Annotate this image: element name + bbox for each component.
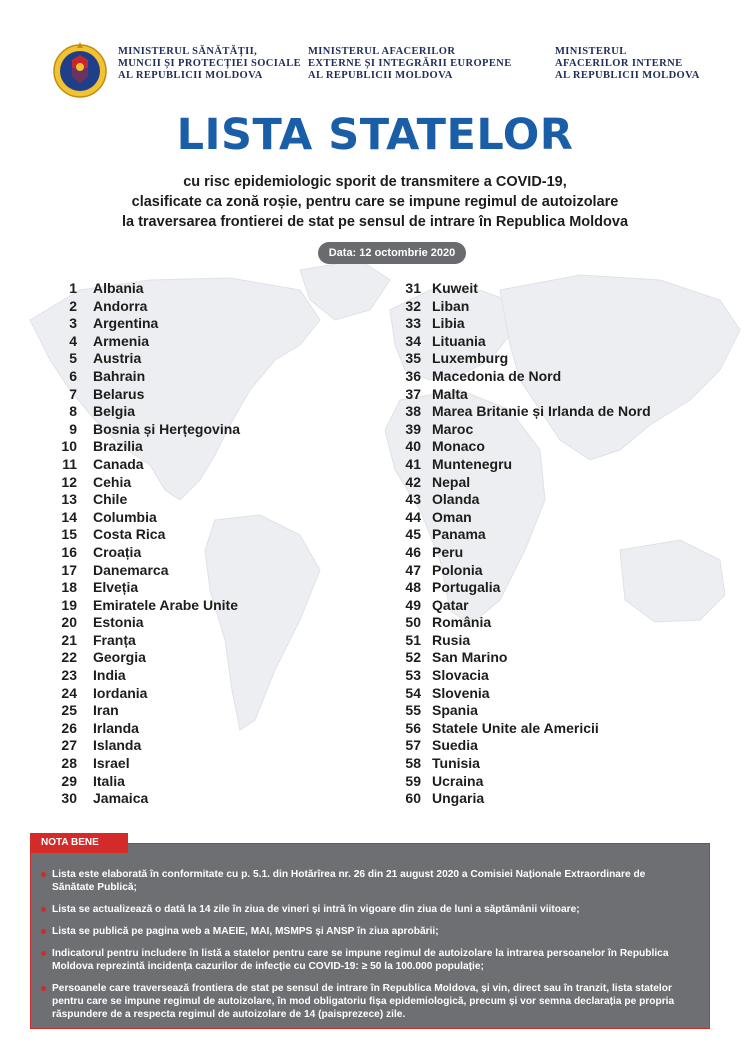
country-row	[394, 298, 724, 316]
country-name: Franța	[93, 631, 136, 648]
country-number: 3	[69, 315, 77, 332]
nota-bene-item	[40, 982, 690, 1021]
country-number: 29	[61, 772, 77, 789]
country-number: 47	[405, 561, 421, 578]
country-name: Elveția	[93, 579, 139, 596]
ministry-line: MINISTERUL SĂNĂTĂȚII,	[118, 46, 258, 57]
nota-bene-text: Lista se actualizează o dată la 14 zile în ziua de vineri și intră în vigoare din ziua de luni a săptămânii viitoare;	[52, 904, 580, 915]
country-row	[394, 773, 724, 791]
country-name: Nepal	[432, 473, 471, 490]
country-row	[50, 685, 350, 703]
country-name: Statele Unite ale Americii	[432, 719, 599, 736]
nota-bene-label: NOTA BENE	[30, 833, 128, 853]
ministries-header	[0, 34, 750, 104]
country-row	[50, 562, 350, 580]
country-number: 55	[405, 702, 421, 719]
country-number: 12	[61, 473, 77, 490]
country-name: Belgia	[93, 403, 136, 420]
country-name: Portugalia	[432, 579, 501, 596]
country-row	[394, 509, 724, 527]
country-row	[394, 614, 724, 632]
country-row	[50, 755, 350, 773]
country-name: Malta	[432, 385, 468, 402]
country-name: Ungaria	[432, 790, 485, 807]
subtitle-line: cu risc epidemiologic sporit de transmitere a COVID-19,	[183, 174, 567, 190]
date-badge: Data: 12 octombrie 2020	[318, 242, 466, 264]
country-name: Panama	[432, 526, 486, 543]
country-row	[394, 350, 724, 368]
bullet-dot-icon	[41, 907, 46, 912]
country-row	[50, 720, 350, 738]
country-row	[394, 632, 724, 650]
country-row	[394, 491, 724, 509]
ministry-line: AL REPUBLICII MOLDOVA	[118, 70, 263, 81]
country-row	[50, 702, 350, 720]
country-name: Estonia	[93, 614, 144, 631]
country-number: 39	[405, 420, 421, 437]
country-row	[50, 456, 350, 474]
country-number: 15	[61, 526, 77, 543]
country-name: Armenia	[93, 332, 150, 349]
country-number: 28	[61, 755, 77, 772]
country-row	[50, 773, 350, 791]
country-number: 46	[405, 543, 421, 560]
country-number: 14	[61, 508, 77, 525]
country-row	[50, 350, 350, 368]
country-name: Marea Britanie și Irlanda de Nord	[432, 403, 651, 420]
country-row	[50, 368, 350, 386]
ministry-line: MUNCII ȘI PROTECȚIEI SOCIALE	[118, 58, 302, 69]
country-name: Costa Rica	[93, 526, 166, 543]
country-number: 51	[405, 631, 421, 648]
country-name: Georgia	[93, 649, 146, 666]
country-number: 21	[61, 631, 77, 648]
country-name: Croația	[93, 543, 142, 560]
country-number: 54	[405, 684, 421, 701]
country-number: 57	[405, 737, 421, 754]
country-name: Danemarca	[93, 561, 169, 578]
moldova-coat-of-arms-icon	[52, 38, 108, 102]
country-name: Ucraina	[432, 772, 484, 789]
country-name: Slovenia	[432, 684, 490, 701]
country-row	[394, 790, 724, 808]
country-name: Irlanda	[93, 719, 139, 736]
country-name: Suedia	[432, 737, 478, 754]
country-row	[50, 737, 350, 755]
bullet-dot-icon	[41, 986, 46, 991]
country-row	[50, 544, 350, 562]
page-title: LISTA STATELOR	[176, 110, 574, 160]
country-number: 11	[62, 455, 77, 472]
country-name: San Marino	[432, 649, 508, 666]
country-number: 35	[405, 350, 421, 367]
country-number: 44	[405, 508, 421, 525]
country-row	[394, 386, 724, 404]
country-row	[50, 509, 350, 527]
country-list-left	[50, 280, 350, 808]
country-number: 38	[405, 403, 421, 420]
country-name: Bahrain	[93, 367, 146, 384]
country-number: 22	[61, 649, 77, 666]
country-name: România	[432, 614, 492, 631]
country-number: 49	[405, 596, 421, 613]
country-name: Cehia	[93, 473, 132, 490]
country-number: 45	[405, 526, 421, 543]
country-name: Qatar	[432, 596, 469, 613]
nota-bene-item	[40, 925, 690, 938]
country-row	[394, 667, 724, 685]
country-name: Israel	[93, 755, 130, 772]
country-row	[394, 333, 724, 351]
country-number: 52	[405, 649, 421, 666]
country-name: Liban	[432, 297, 470, 314]
country-row	[50, 298, 350, 316]
country-number: 48	[405, 579, 421, 596]
bullet-dot-icon	[41, 951, 46, 956]
country-row	[50, 280, 350, 298]
country-row	[394, 720, 724, 738]
ministry-line: EXTERNE ȘI INTEGRĂRII EUROPENE	[308, 58, 512, 69]
country-row	[394, 526, 724, 544]
country-number: 7	[69, 385, 77, 402]
country-name: Tunisia	[432, 755, 480, 772]
country-row	[50, 438, 350, 456]
country-name: Spania	[432, 702, 478, 719]
country-number: 23	[61, 667, 77, 684]
country-number: 53	[405, 667, 421, 684]
country-number: 5	[69, 350, 77, 367]
country-name: Iordania	[93, 684, 148, 701]
country-name: Canada	[93, 455, 144, 472]
ministry-health	[118, 46, 301, 82]
country-name: Emiratele Arabe Unite	[93, 596, 238, 613]
country-name: Brazilia	[93, 438, 143, 455]
country-name: Oman	[432, 508, 472, 525]
country-number: 59	[405, 772, 421, 789]
country-row	[394, 315, 724, 333]
country-name: Slovacia	[432, 667, 489, 684]
country-row	[394, 403, 724, 421]
country-row	[394, 280, 724, 298]
ministry-internal-affairs	[555, 46, 700, 82]
country-row	[50, 649, 350, 667]
country-name: Belarus	[93, 385, 145, 402]
country-row	[50, 474, 350, 492]
country-number: 16	[61, 543, 77, 560]
nota-bene-text: Lista se publică pe pagina web a MAEIE, MAI, MSMPS și ANSP în ziua aprobării;	[52, 926, 439, 937]
country-number: 31	[405, 280, 421, 296]
country-row	[394, 544, 724, 562]
country-row	[394, 737, 724, 755]
country-number: 27	[61, 737, 77, 754]
country-row	[394, 562, 724, 580]
country-number: 6	[69, 367, 77, 384]
country-number: 30	[61, 790, 77, 807]
country-name: Luxemburg	[432, 350, 509, 367]
country-name: Lituania	[432, 332, 486, 349]
country-number: 36	[405, 367, 421, 384]
country-name: Italia	[93, 772, 125, 789]
country-number: 2	[69, 297, 77, 314]
nota-bene-text: Persoanele care traversează frontiera de stat pe sensul de intrare în Republica Moldova, și vin, direct sau în tranzit, lista statelor pentru care se impune regimul de autoizolare, în mod obligatoriu fișa epidemiologică, precum și vor semna declarația pe propria răspundere de a respecta regimul de autoizolare de 14 (paisprezece) zile.	[52, 983, 675, 1020]
country-number: 1	[69, 280, 77, 296]
country-row	[394, 368, 724, 386]
country-row	[394, 702, 724, 720]
country-number: 42	[405, 473, 421, 490]
country-row	[50, 333, 350, 351]
country-number: 50	[405, 614, 421, 631]
ministry-line: AL REPUBLICII MOLDOVA	[308, 70, 453, 81]
subtitle-line: la traversarea frontierei de stat pe sensul de intrare în Republica Moldova	[121, 214, 629, 230]
country-number: 18	[61, 579, 77, 596]
country-name: Peru	[432, 543, 464, 560]
country-number: 19	[61, 596, 77, 613]
bullet-dot-icon	[41, 929, 46, 934]
country-name: Polonia	[432, 561, 483, 578]
country-number: 10	[61, 438, 77, 455]
country-number: 33	[405, 315, 421, 332]
country-name: Columbia	[93, 508, 157, 525]
country-number: 43	[405, 491, 421, 508]
country-list-right	[394, 280, 724, 808]
country-name: Libia	[432, 315, 465, 332]
ministry-line: MINISTERUL AFACERILOR	[308, 46, 456, 57]
country-number: 4	[69, 332, 77, 349]
subtitle-line: clasificate ca zonă roșie, pentru care se impune regimul de autoizolare	[131, 194, 619, 210]
country-number: 58	[405, 755, 421, 772]
country-name: Monaco	[432, 438, 485, 455]
country-row	[394, 421, 724, 439]
country-row	[394, 456, 724, 474]
country-name: Olanda	[432, 491, 480, 508]
country-row	[394, 755, 724, 773]
country-number: 25	[61, 702, 77, 719]
ministry-line: AL REPUBLICII MOLDOVA	[555, 70, 700, 81]
ministry-foreign-affairs	[308, 46, 512, 82]
country-number: 37	[405, 385, 421, 402]
country-number: 41	[405, 455, 421, 472]
nota-bene-text: Lista este elaborată în conformitate cu p. 5.1. din Hotărîrea nr. 26 din 21 august 2020 a Comisiei Naționale Extraordinare de Sănătate Publică;	[52, 869, 646, 893]
country-number: 24	[61, 684, 77, 701]
country-row	[50, 386, 350, 404]
country-row	[394, 474, 724, 492]
ministry-line: MINISTERUL	[555, 46, 627, 57]
country-name: Maroc	[432, 420, 474, 437]
country-name: Iran	[93, 702, 119, 719]
country-name: Argentina	[93, 315, 159, 332]
country-name: Austria	[93, 350, 142, 367]
country-name: Muntenegru	[432, 455, 513, 472]
country-number: 13	[61, 491, 77, 508]
country-number: 34	[405, 332, 421, 349]
country-row	[50, 491, 350, 509]
country-row	[394, 579, 724, 597]
country-name: Chile	[93, 491, 128, 508]
country-row	[50, 597, 350, 615]
country-row	[394, 649, 724, 667]
page-subtitle	[0, 172, 750, 232]
country-name: Bosnia și Herțegovina	[93, 420, 241, 437]
country-row	[394, 685, 724, 703]
country-name: India	[93, 667, 126, 684]
country-number: 32	[405, 297, 421, 314]
country-row	[394, 438, 724, 456]
nota-bene-item	[40, 947, 690, 973]
country-row	[394, 597, 724, 615]
country-row	[50, 790, 350, 808]
country-number: 9	[69, 420, 77, 437]
country-name: Jamaica	[93, 790, 149, 807]
country-number: 56	[405, 719, 421, 736]
country-number: 20	[61, 614, 77, 631]
country-number: 60	[405, 790, 421, 807]
country-row	[50, 614, 350, 632]
nota-bene-text: Indicatorul pentru includere în listă a statelor pentru care se impune regimul de autoizolare la intrarea persoanelor în Republica Moldova reprezintă incidența cazurilor de infecție cu COVID-19: ≥ 50 la 100.000 populație;	[52, 948, 669, 972]
country-row	[50, 315, 350, 333]
country-row	[50, 667, 350, 685]
country-row	[50, 421, 350, 439]
country-number: 40	[405, 438, 421, 455]
country-row	[50, 579, 350, 597]
bullet-dot-icon	[41, 872, 46, 877]
country-row	[50, 632, 350, 650]
country-name: Kuweit	[432, 280, 478, 296]
nota-bene-item	[40, 903, 690, 916]
country-name: Macedonia de Nord	[432, 367, 562, 384]
country-name: Andorra	[93, 297, 148, 314]
country-row	[50, 403, 350, 421]
country-name: Rusia	[432, 631, 471, 648]
country-number: 17	[61, 561, 77, 578]
country-name: Albania	[93, 280, 144, 296]
country-row	[50, 526, 350, 544]
nota-bene-list	[40, 868, 690, 1030]
country-number: 8	[69, 403, 77, 420]
country-name: Islanda	[93, 737, 142, 754]
nota-bene-item	[40, 868, 690, 894]
country-number: 26	[61, 719, 77, 736]
ministry-line: AFACERILOR INTERNE	[555, 58, 683, 69]
